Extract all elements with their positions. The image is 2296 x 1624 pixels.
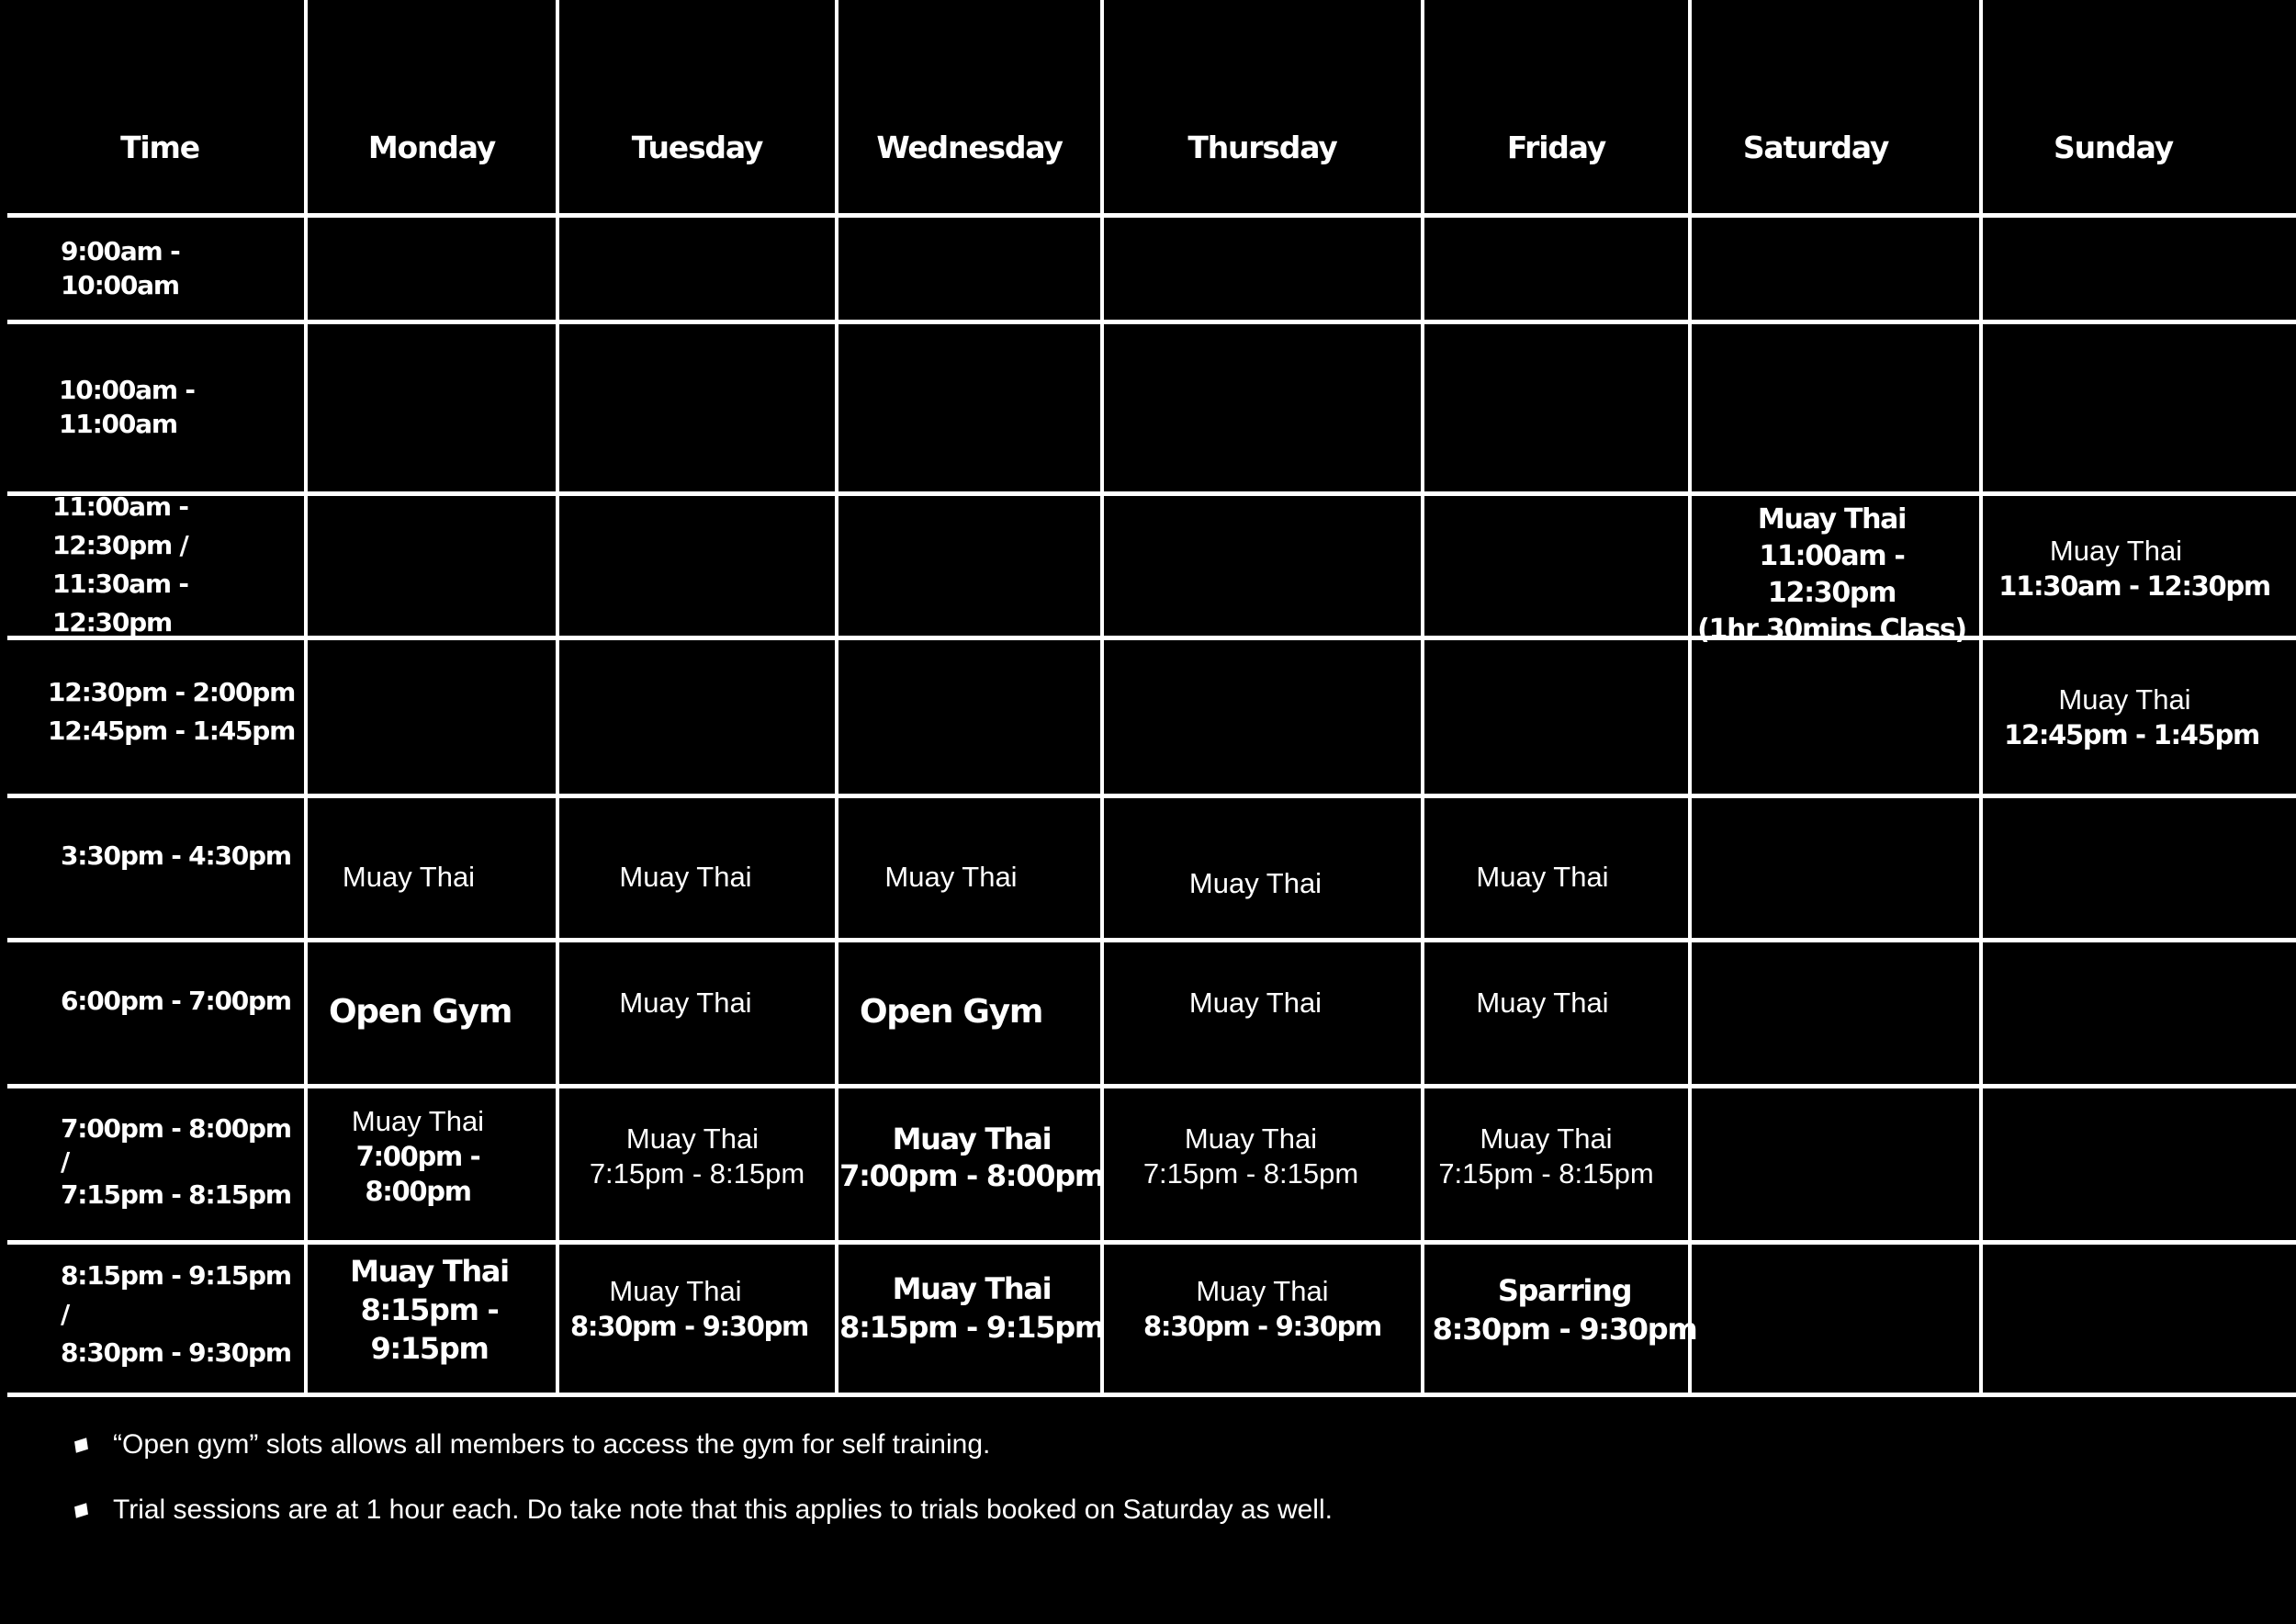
time-slot-line: 8:15pm - 9:15pm / bbox=[61, 1260, 291, 1329]
time-slot bbox=[61, 1113, 304, 1210]
class-name: Muay Thai bbox=[892, 1122, 1052, 1156]
time-slot-line: 11:00am - 12:30pm / bbox=[52, 491, 188, 560]
note-text: Trial sessions are at 1 hour each. Do take note that this applies to trials booked on Saturday as well. bbox=[113, 1494, 1333, 1525]
class-time: 7:15pm - 8:15pm bbox=[1438, 1157, 1654, 1190]
class-name: Muay Thai bbox=[350, 1254, 509, 1289]
class-cell-sat-1100 bbox=[1692, 503, 1972, 646]
class-name: Muay Thai bbox=[351, 1105, 485, 1137]
class-cell-thu-330: Muay Thai bbox=[1188, 866, 1322, 899]
class-name: Muay Thai bbox=[1196, 1275, 1329, 1307]
bullet-icon bbox=[74, 1503, 88, 1517]
class-cell-sun-1130 bbox=[1983, 532, 2286, 605]
time-slot-line: 11:30am - 12:30pm bbox=[52, 569, 188, 637]
grid-line bbox=[7, 938, 2296, 942]
grid-line bbox=[7, 491, 2296, 496]
time-slot-line: 10:00am - 11:00am bbox=[59, 375, 195, 439]
time-slot bbox=[52, 491, 304, 637]
time-slot bbox=[61, 218, 304, 320]
class-cell-thu-600: Muay Thai bbox=[1188, 986, 1322, 1019]
class-cell-mon-330: Muay Thai bbox=[342, 860, 476, 893]
class-time: 8:15pm - 9:15pm bbox=[360, 1292, 499, 1366]
class-cell-tue-700 bbox=[559, 1119, 835, 1194]
time-slot-line: 9:00am - 10:00am bbox=[61, 235, 180, 300]
class-cell-wed-330: Muay Thai bbox=[884, 860, 1018, 893]
class-name: Muay Thai bbox=[1184, 1122, 1318, 1155]
header-sunday: Sunday bbox=[2054, 130, 2173, 166]
class-cell-fri-600: Muay Thai bbox=[1476, 986, 1609, 1019]
class-cell-wed-600: Open Gym bbox=[859, 993, 1043, 1032]
class-cell-tue-815 bbox=[559, 1271, 819, 1347]
class-cell-thu-815 bbox=[1104, 1271, 1421, 1347]
class-time: 7:15pm - 8:15pm bbox=[1142, 1157, 1359, 1190]
time-slot-line: 7:00pm - 8:00pm / bbox=[61, 1113, 291, 1177]
grid-line bbox=[7, 794, 2296, 798]
class-time: 11:00am - 12:30pm bbox=[1759, 540, 1905, 609]
time-slot bbox=[59, 324, 304, 491]
time-slot bbox=[61, 838, 304, 874]
note-trial-sessions bbox=[75, 1494, 1333, 1526]
class-name: Sparring bbox=[1497, 1273, 1632, 1308]
class-time: 8:30pm - 9:30pm bbox=[1143, 1311, 1381, 1342]
bullet-icon bbox=[74, 1438, 88, 1452]
time-slot-line: 8:30pm - 9:30pm bbox=[61, 1337, 291, 1368]
class-cell-tue-330: Muay Thai bbox=[619, 860, 752, 893]
class-cell-mon-700 bbox=[308, 1105, 528, 1207]
class-time: 11:30am - 12:30pm bbox=[1998, 570, 2270, 602]
grid-line bbox=[7, 213, 2296, 218]
class-cell-thu-700 bbox=[1104, 1119, 1398, 1194]
header-wednesday: Wednesday bbox=[876, 130, 1063, 166]
class-name: Muay Thai bbox=[625, 1122, 760, 1155]
class-time: 12:45pm - 1:45pm bbox=[2004, 719, 2259, 750]
header-time: Time bbox=[120, 130, 199, 166]
class-cell-sun-1245 bbox=[1983, 681, 2280, 754]
class-time: 8:30pm - 9:30pm bbox=[1432, 1312, 1697, 1347]
class-cell-mon-815 bbox=[308, 1254, 551, 1366]
class-name: Muay Thai bbox=[1757, 503, 1907, 536]
grid-line bbox=[7, 1240, 2296, 1245]
grid-line bbox=[7, 320, 2296, 324]
time-slot bbox=[61, 983, 304, 1020]
class-cell-fri-330: Muay Thai bbox=[1476, 860, 1609, 893]
header-saturday: Saturday bbox=[1742, 130, 1889, 166]
grid-line bbox=[7, 1393, 2296, 1397]
class-time: 8:15pm - 9:15pm bbox=[839, 1310, 1104, 1345]
class-cell-wed-815 bbox=[838, 1269, 1105, 1348]
time-slot-line: 7:15pm - 8:15pm bbox=[61, 1179, 291, 1210]
time-slot bbox=[48, 675, 304, 749]
header-thursday: Thursday bbox=[1187, 130, 1337, 166]
header-tuesday: Tuesday bbox=[631, 130, 763, 166]
note-text: “Open gym” slots allows all members to access the gym for self training. bbox=[113, 1429, 991, 1460]
class-cell-fri-700 bbox=[1424, 1119, 1668, 1194]
time-slot-line: 3:30pm - 4:30pm bbox=[61, 840, 291, 871]
time-slot-line: 12:30pm - 2:00pm bbox=[48, 677, 296, 707]
header-monday: Monday bbox=[367, 130, 496, 166]
class-time: 8:30pm - 9:30pm bbox=[570, 1311, 808, 1342]
note-open-gym bbox=[75, 1429, 990, 1460]
class-time: 7:00pm - 8:00pm bbox=[355, 1141, 480, 1207]
time-slot-line: 6:00pm - 7:00pm bbox=[61, 985, 291, 1016]
class-time: 7:00pm - 8:00pm bbox=[839, 1158, 1104, 1193]
header-friday: Friday bbox=[1506, 130, 1606, 166]
class-cell-wed-700 bbox=[838, 1118, 1105, 1197]
class-name: Muay Thai bbox=[609, 1275, 742, 1307]
class-cell-fri-815 bbox=[1424, 1271, 1705, 1348]
time-slot-line: 12:45pm - 1:45pm bbox=[48, 716, 296, 746]
class-name: Muay Thai bbox=[2049, 535, 2183, 567]
class-cell-tue-600: Muay Thai bbox=[619, 986, 752, 1019]
class-name: Muay Thai bbox=[2058, 683, 2191, 716]
class-cell-mon-600: Open Gym bbox=[328, 993, 512, 1032]
grid-line bbox=[1688, 0, 1692, 1396]
class-name: Muay Thai bbox=[1480, 1122, 1613, 1155]
class-time: 7:15pm - 8:15pm bbox=[589, 1157, 805, 1190]
class-name: Muay Thai bbox=[892, 1271, 1052, 1306]
class-note: (1hr 30mins Class) bbox=[1697, 614, 1966, 646]
grid-line bbox=[7, 1084, 2296, 1088]
time-slot bbox=[61, 1260, 304, 1368]
